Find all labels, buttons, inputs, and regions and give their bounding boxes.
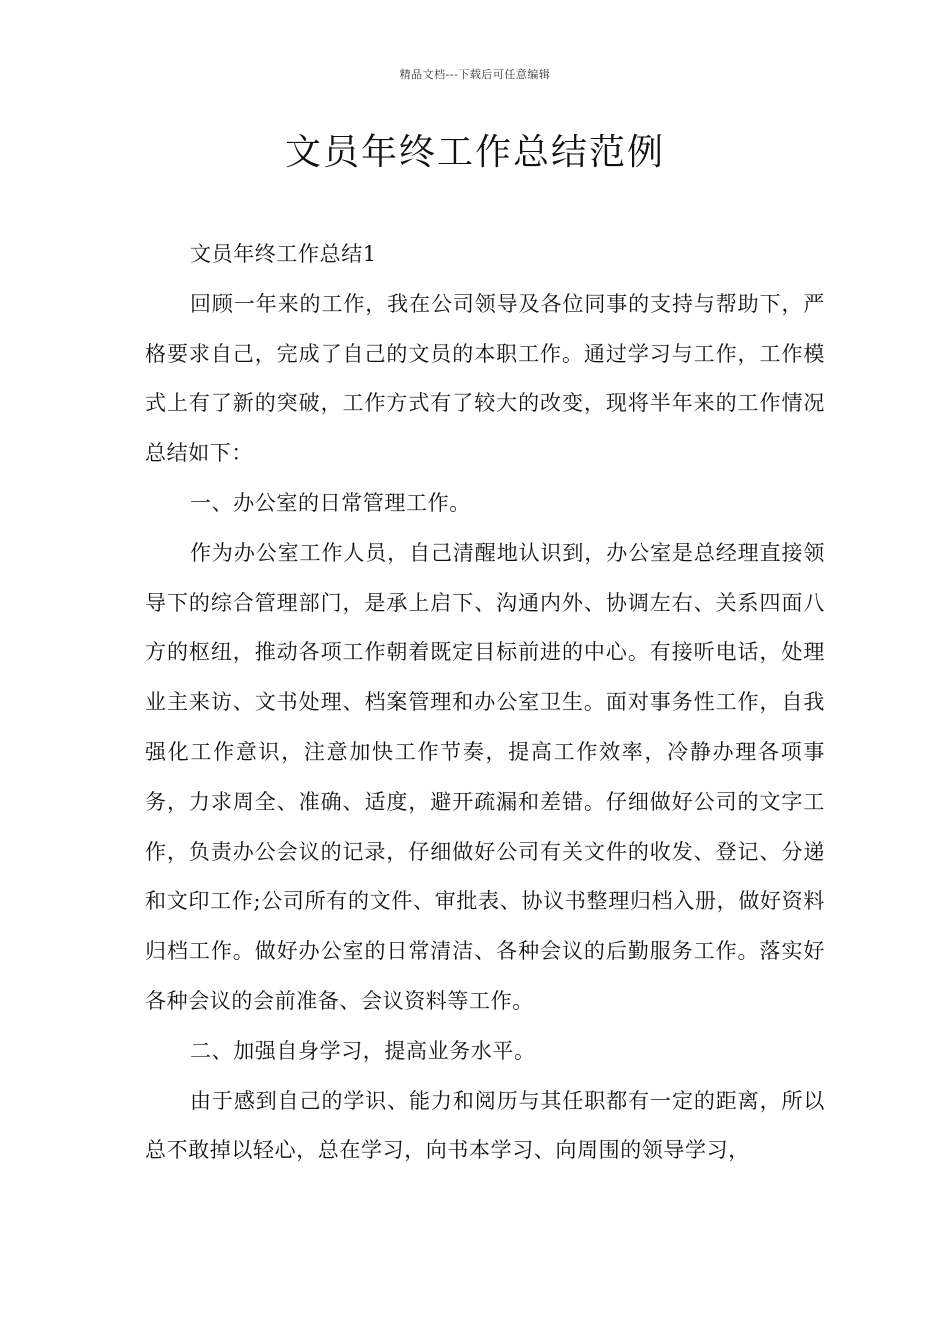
document-title: 文员年终工作总结范例 [284,132,665,173]
paragraph-office-management: 作为办公室工作人员，自己清醒地认识到，办公室是总经理直接领导下的综合管理部门，是承上启下、沟通内外、协调左右、关系四面八方的枢纽，推动各项工作朝着既定目标前进的中心。有接听电话，处理业主来访、文书处理、档案管理和办公室卫生。面对事务性工作，自我强化工作意识，注意加快工作节奏，提高工作效率，冷静办理各项事务，力求周全、准确、适度，避开疏漏和差错。仔细做好公司的文字工作，负责办公会议的记录，仔细做好公司有关文件的收发、登记、分递和文印工作;公司所有的文件、审批表、协议书整理归档入册，做好资料归档工作。做好办公室的日常清洁、各种会议的后勤服务工作。落实好各种会议的会前准备、会议资料等工作。 [145,540,825,1013]
section-heading: 一、办公室的日常管理工作。 [190,490,471,515]
paragraph-intro: 回顾一年来的工作，我在公司领导及各位同事的支持与帮助下，严格要求自己，完成了自己的文员的本职工作。通过学习与工作，工作模式上有了新的突破，工作方式有了较大的改变，现将半年来的工作情况总结如下： [145,291,825,466]
header-note: 精品文档---下载后可任意编辑 [399,68,551,81]
section-heading: 二、加强自身学习，提高业务水平。 [190,1038,536,1063]
paragraph-learning: 由于感到自己的学识、能力和阅历与其任职都有一定的距离，所以总不敢掉以轻心，总在学习，向书本学习、向周围的领导学习， [145,1088,825,1163]
section-heading: 文员年终工作总结1 [190,242,377,266]
document-body [145,230,825,1176]
